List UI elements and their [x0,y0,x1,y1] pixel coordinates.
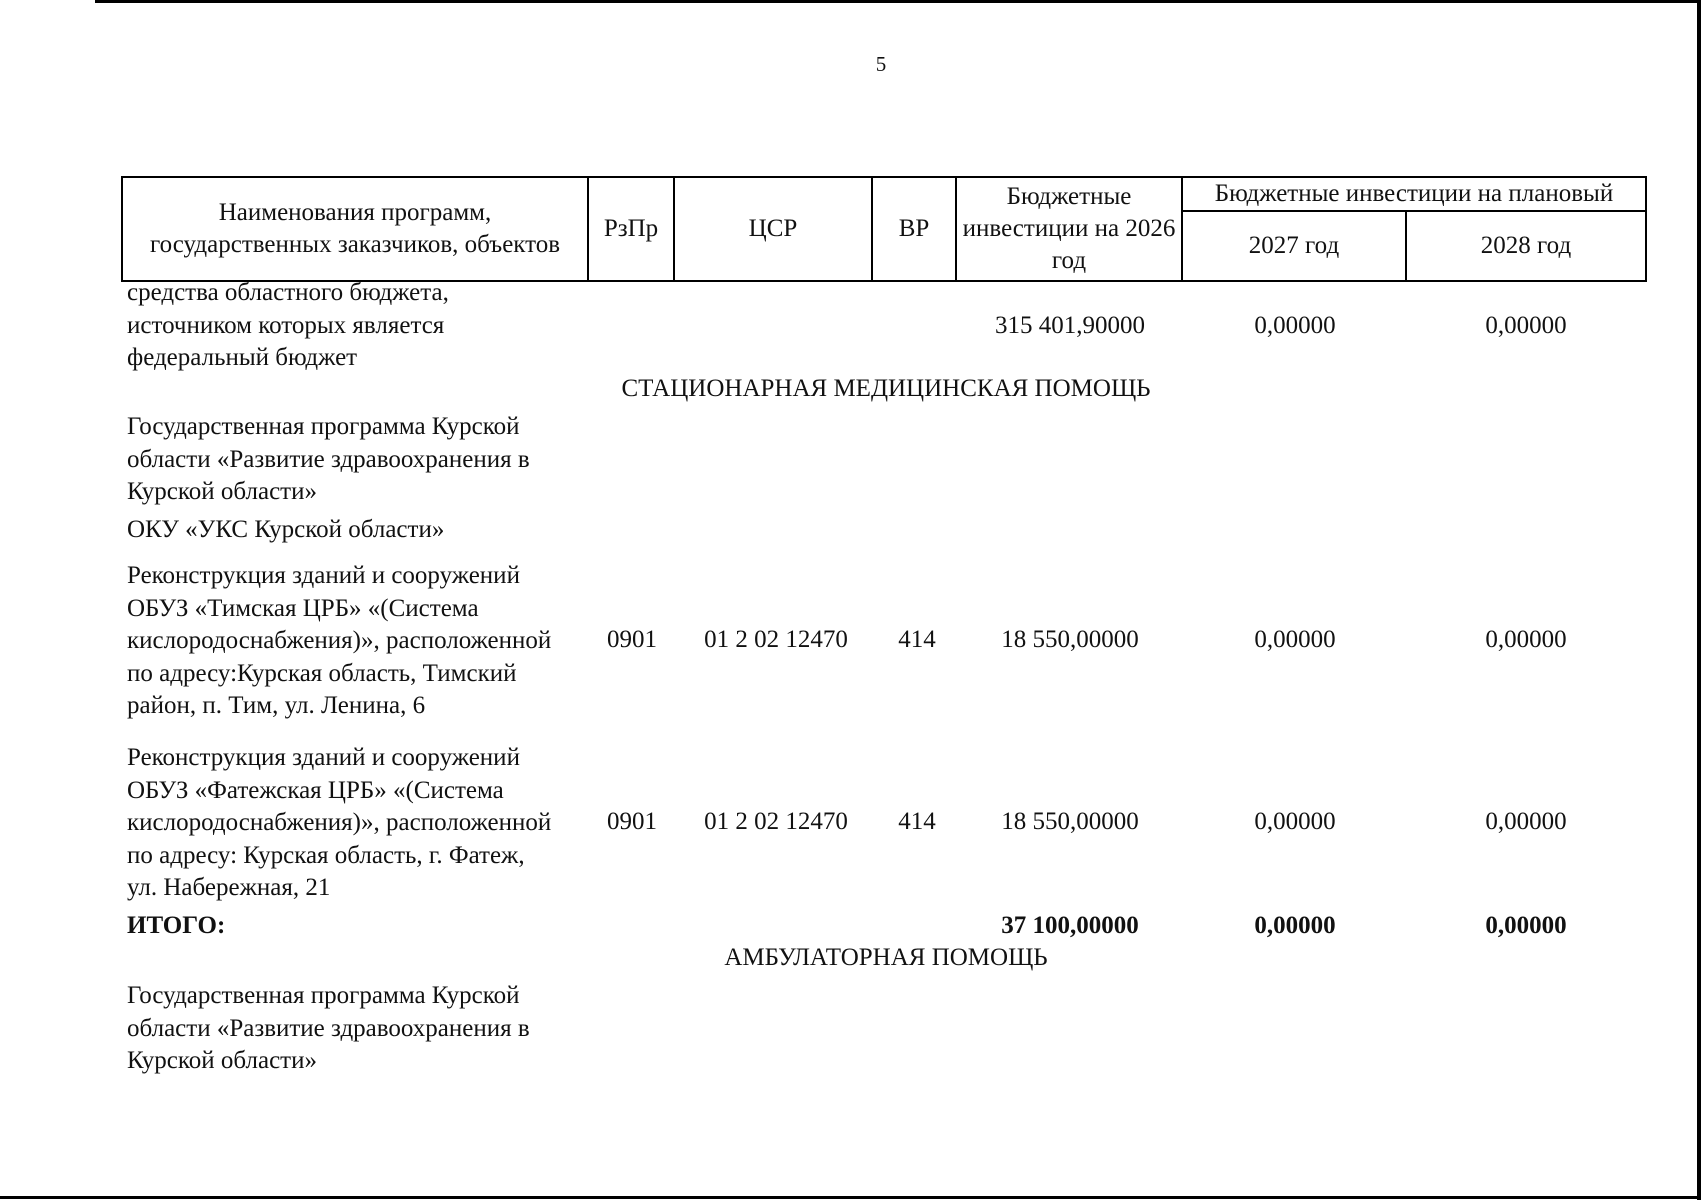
header-year-2028: 2028 год [1406,211,1646,281]
text-line: Государственная программа Курской [127,413,520,440]
header-investment-2026: Бюджетные инвестиции на 2026 год [956,177,1182,281]
object-tim-csr: 01 2 02 12470 [704,626,848,653]
text-line: области «Развитие здравоохранения в [127,445,530,473]
federal-funds-2026: 315 401,90000 [995,312,1145,339]
object-fatezh-csr: 01 2 02 12470 [704,808,848,835]
program-2-label [127,980,587,1078]
text-line: район, п. Тим, ул. Ленина, 6 [127,692,426,719]
text-line: Государственная программа Курской [127,982,520,1009]
table-header [121,176,1647,282]
scan-border-right [1697,0,1701,1200]
page-number: 5 [875,52,887,76]
scan-border-top [95,0,1701,3]
text-line: источником которых является [127,311,445,339]
object-tim-2028: 0,00000 [1485,626,1567,653]
text-line: ОБУЗ «Тимская ЦРБ» «(Система [127,594,479,622]
text-line: Реконструкция зданий и сооружений [127,562,520,589]
federal-funds-2027: 0,00000 [1254,312,1336,339]
object-fatezh-2027: 0,00000 [1254,808,1336,835]
total-label: ИТОГО: [127,912,226,939]
text-line: по адресу:Курская область, Тимский [127,659,517,687]
text-line: федеральный бюджет [127,344,358,371]
federal-funds-2028: 0,00000 [1485,312,1567,339]
total-2027: 0,00000 [1254,912,1336,939]
text-line: Курской области» [127,1047,317,1074]
header-vr: ВР [872,177,956,281]
text-line: ОБУЗ «Фатежская ЦРБ» «(Система [127,776,504,804]
object-fatezh-label [127,742,587,905]
total-2028: 0,00000 [1485,912,1567,939]
section-outpatient-care: АМБУЛАТОРНАЯ ПОМОЩЬ [724,944,1048,971]
header-csr: ЦСР [674,177,872,281]
object-fatezh-2026: 18 550,00000 [1001,808,1139,835]
text-line: Реконструкция зданий и сооружений [127,744,520,771]
scan-border-bottom [0,1196,1701,1199]
total-2026: 37 100,00000 [1001,912,1139,939]
header-year-2027: 2027 год [1182,211,1406,281]
object-tim-2027: 0,00000 [1254,626,1336,653]
text-line: кислородоснабжения)», расположенной [127,627,552,654]
text-line: Курской области» [127,478,317,505]
text-line: области «Развитие здравоохранения в [127,1014,530,1042]
section-inpatient-care: СТАЦИОНАРНАЯ МЕДИЦИНСКАЯ ПОМОЩЬ [621,375,1151,402]
program-1-label [127,411,587,509]
header-planned-period: Бюджетные инвестиции на плановый [1182,177,1646,211]
text-line: кислородоснабжения)», расположенной [127,809,552,836]
customer-1-label: ОКУ «УКС Курской области» [127,516,445,543]
object-tim-2026: 18 550,00000 [1001,626,1139,653]
row-federal-funds-label [127,277,587,375]
object-tim-label [127,560,587,723]
object-tim-rzpr: 0901 [607,626,657,653]
object-tim-vr: 414 [898,626,936,653]
text-line: средства областного бюджета, [127,279,449,306]
header-name-column: Наименования программ, государственных заказчиков, объектов [122,177,588,281]
text-line: по адресу: Курская область, г. Фатеж, [127,841,525,869]
object-fatezh-vr: 414 [898,808,936,835]
header-rzpr: РзПр [588,177,674,281]
text-line: ул. Набережная, 21 [127,874,331,901]
object-fatezh-rzpr: 0901 [607,808,657,835]
object-fatezh-2028: 0,00000 [1485,808,1567,835]
